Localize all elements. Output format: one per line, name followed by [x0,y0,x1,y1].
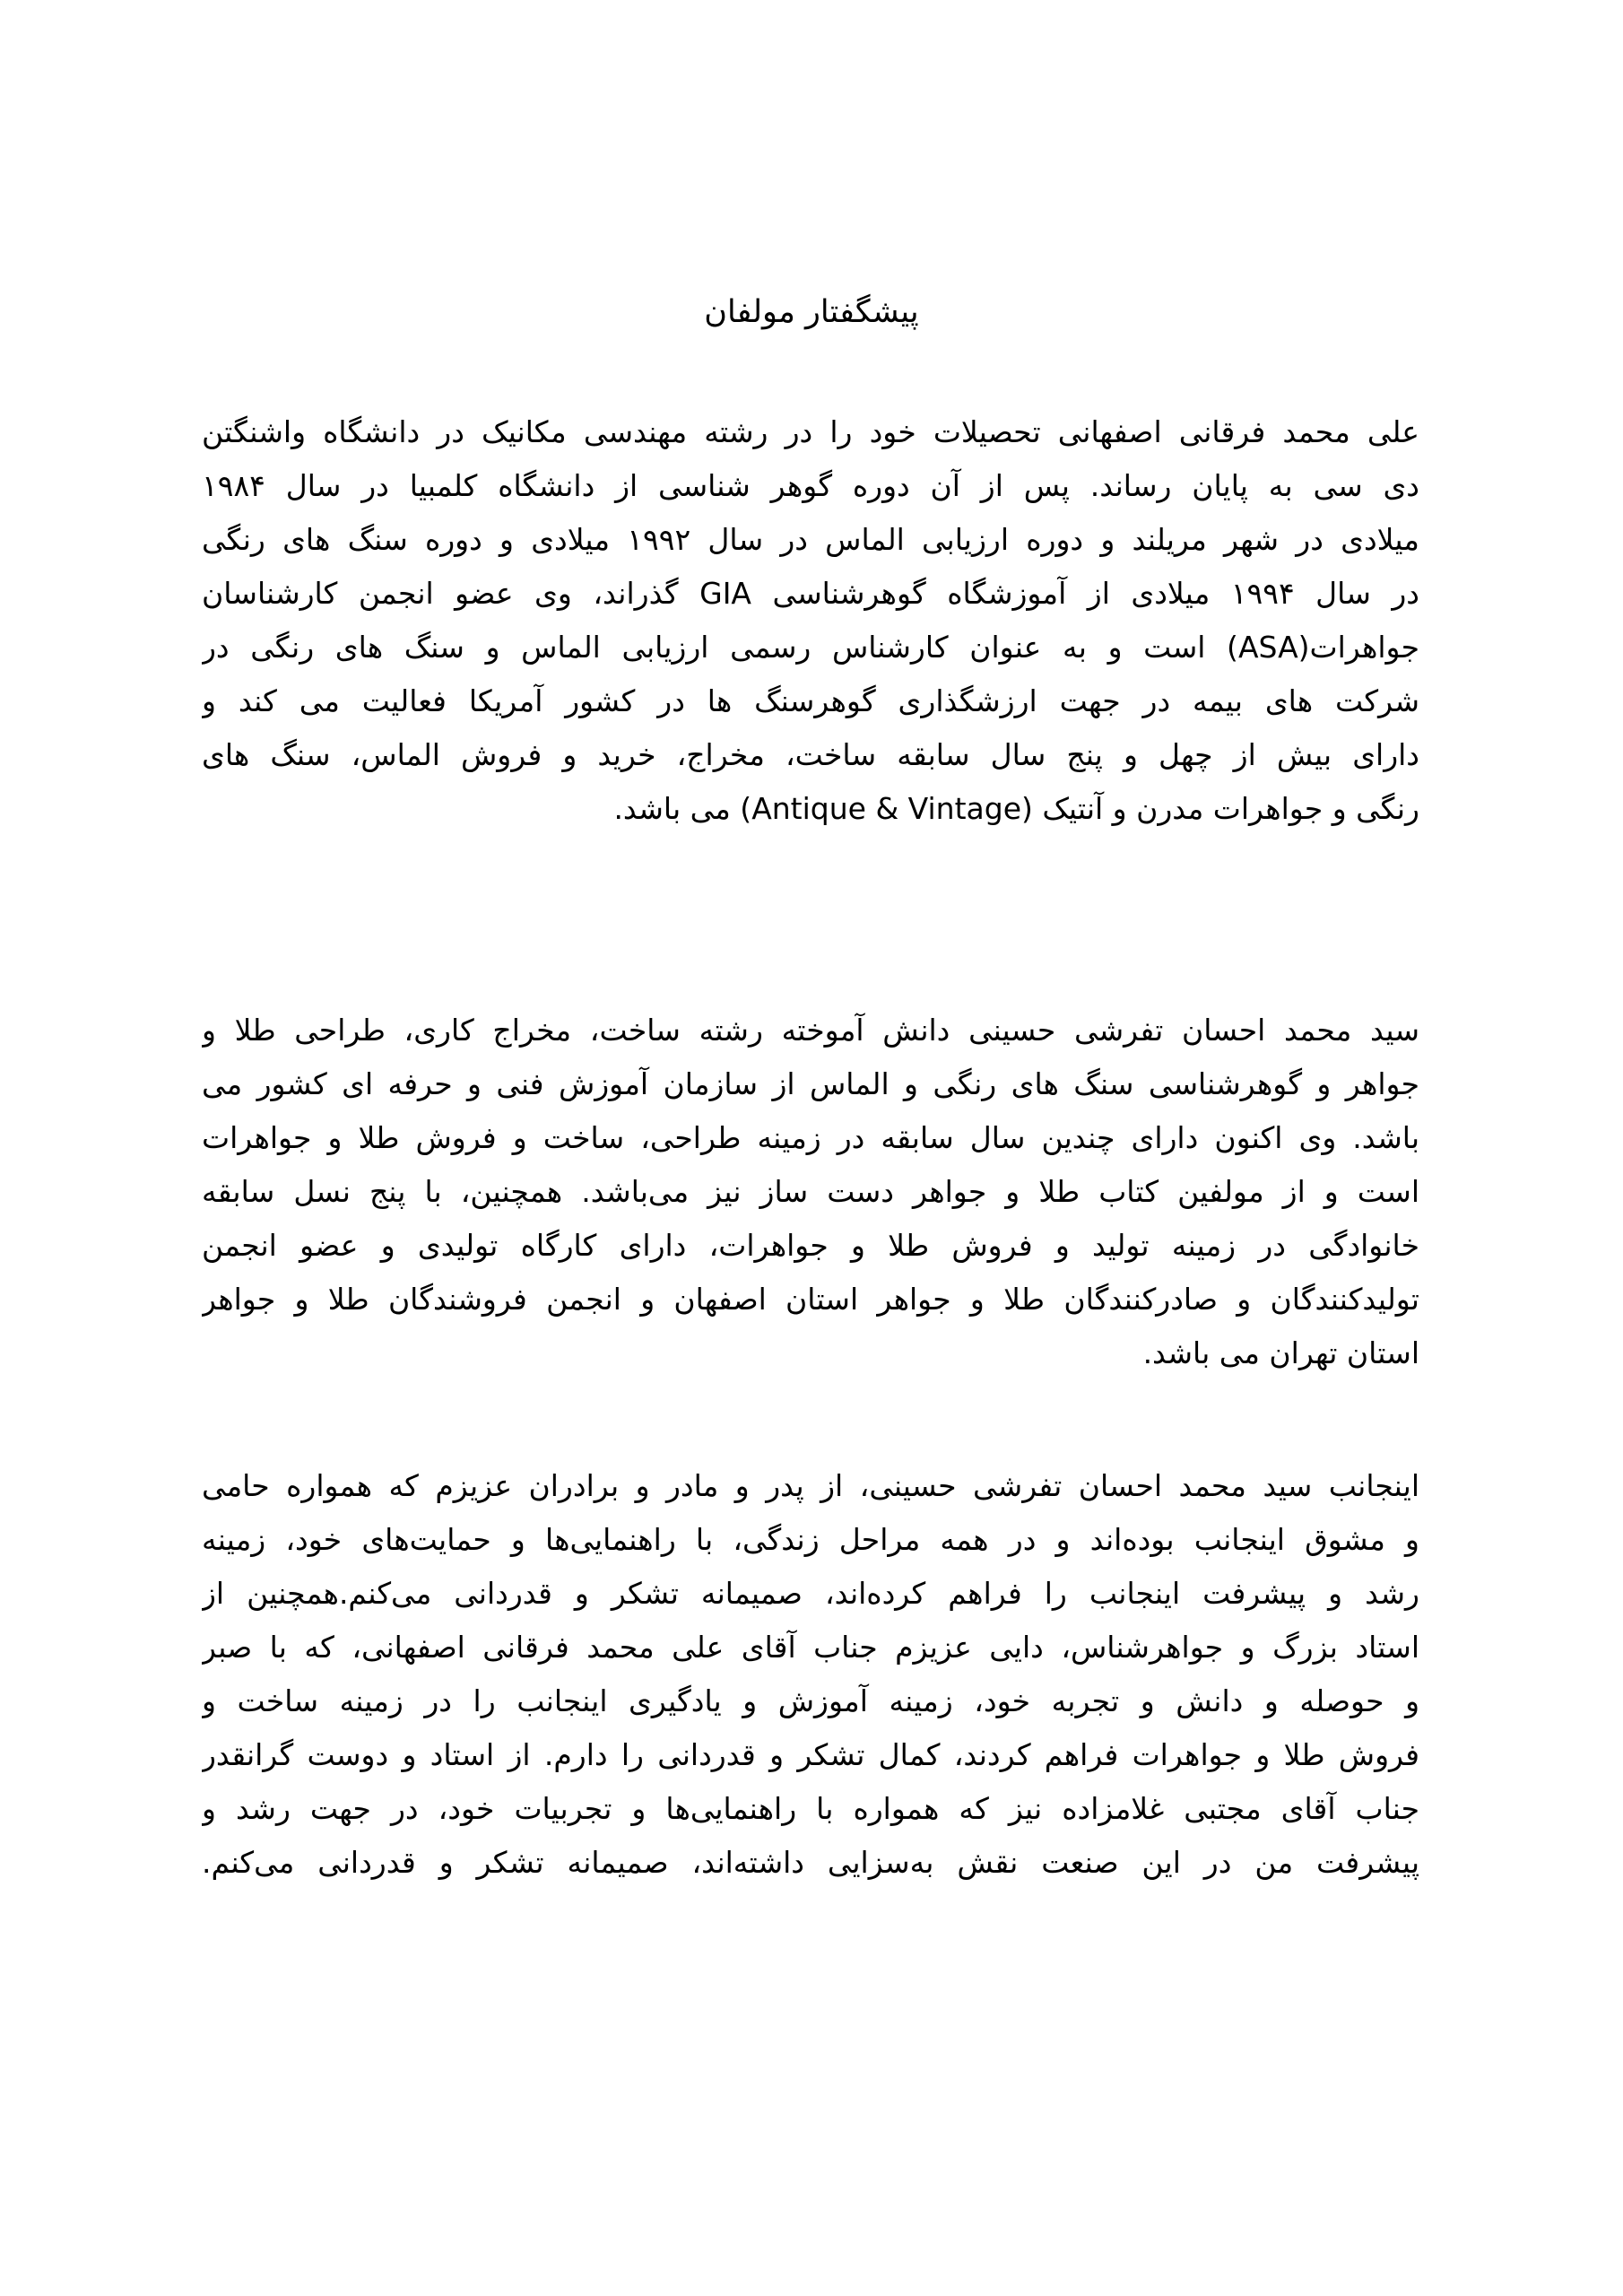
text-line: استاد بزرگ و جواهرشناس، دایی عزیزم جناب آقای علی محمد فرقانی اصفهانی، که با صبر [202,1630,1419,1665]
paragraph-acknowledgements [202,1459,1419,1890]
text-line: جواهر و گوهرشناسی سنگ های رنگی و الماس از سازمان آموزش فنی و حرفه ای کشور می [202,1066,1419,1101]
text-line: و مشوق اینجانب بوده‌اند و در همه مراحل زندگی، با راهنمایی‌ها و حمایت‌های خود، زمینه [202,1522,1419,1557]
text-line: جواهرات(ASA) است و به عنوان کارشناس رسمی ارزیابی الماس و سنگ های رنگی در [202,630,1419,665]
page-title: پیشگفتار مولفان [704,294,919,330]
text-line: و حوصله و دانش و تجربه خود، زمینه آموزش و یادگیری اینجانب را در زمینه ساخت و [202,1683,1419,1718]
text-line: میلادی در شهر مریلند و دوره ارزیابی الماس در سال ۱۹۹۲ میلادی و دوره سنگ های رنگی [202,522,1419,557]
text-line: فروش طلا و جواهرات فراهم کردند، کمال تشکر و قدردانی را دارم. از استاد و دوست گرانقدر [202,1737,1419,1772]
text-line: خانوادگی در زمینه تولید و فروش طلا و جواهرات، دارای کارگاه تولیدی و عضو انجمن [202,1228,1419,1263]
text-line: استان تهران می باشد. [1142,1335,1419,1370]
text-line: است و از مولفین کتاب طلا و جواهر دست ساز نیز می‌باشد. همچنین، با پنج نسل سابقه [202,1174,1419,1209]
text-line: پیشرفت من در این صنعت نقش به‌سزایی داشته‌اند، صمیمانه تشکر و قدردانی می‌کنم. [202,1845,1419,1880]
text-line: دارای بیش از چهل و پنج سال سابقه ساخت، مخراج، خرید و فروش الماس، سنگ های [202,737,1419,772]
paragraph-author-1 [202,405,1419,836]
text-line: شرکت های بیمه در جهت ارزشگذاری گوهرسنگ ها در کشور آمریکا فعالیت می کند و [202,683,1419,718]
text-line: رنگی و جواهرات مدرن و آنتیک (Antique & Vintage) می باشد. [613,791,1419,826]
text-line: باشد. وی اکنون دارای چندین سال سابقه در زمینه طراحی، ساخت و فروش طلا و جواهرات [202,1120,1419,1155]
text-line: سید محمد احسان تفرشی حسینی دانش آموخته رشته ساخت، مخراج کاری، طراحی طلا و [202,1013,1419,1048]
text-line: علی محمد فرقانی اصفهانی تحصیلات خود را در رشته مهندسی مکانیک در دانشگاه واشنگتن [202,414,1419,449]
text-line: دی سی به پایان رساند. پس از آن دوره گوهر شناسی از دانشگاه کلمبیا در سال ۱۹۸۴ [202,468,1419,503]
text-line: در سال ۱۹۹۴ میلادی از آموزشگاه گوهرشناسی GIA گذراند، وی عضو انجمن کارشناسان [202,576,1419,611]
text-line: تولیدکنندگان و صادرکنندگان طلا و جواهر استان اصفهان و انجمن فروشندگان طلا و جواهر [202,1282,1419,1317]
text-line: رشد و پیشرفت اینجانب را فراهم کرده‌اند، صمیمانه تشکر و قدردانی می‌کنم.همچنین از [202,1576,1419,1611]
text-line: جناب آقای مجتبی غلامزاده نیز که همواره با راهنمایی‌ها و تجربیات خود، در جهت رشد و [202,1791,1419,1826]
text-line: اینجانب سید محمد احسان تفرشی حسینی، از پدر و مادر و برادران عزیزم که همواره حامی [202,1468,1419,1503]
paragraph-author-2 [202,1004,1419,1380]
